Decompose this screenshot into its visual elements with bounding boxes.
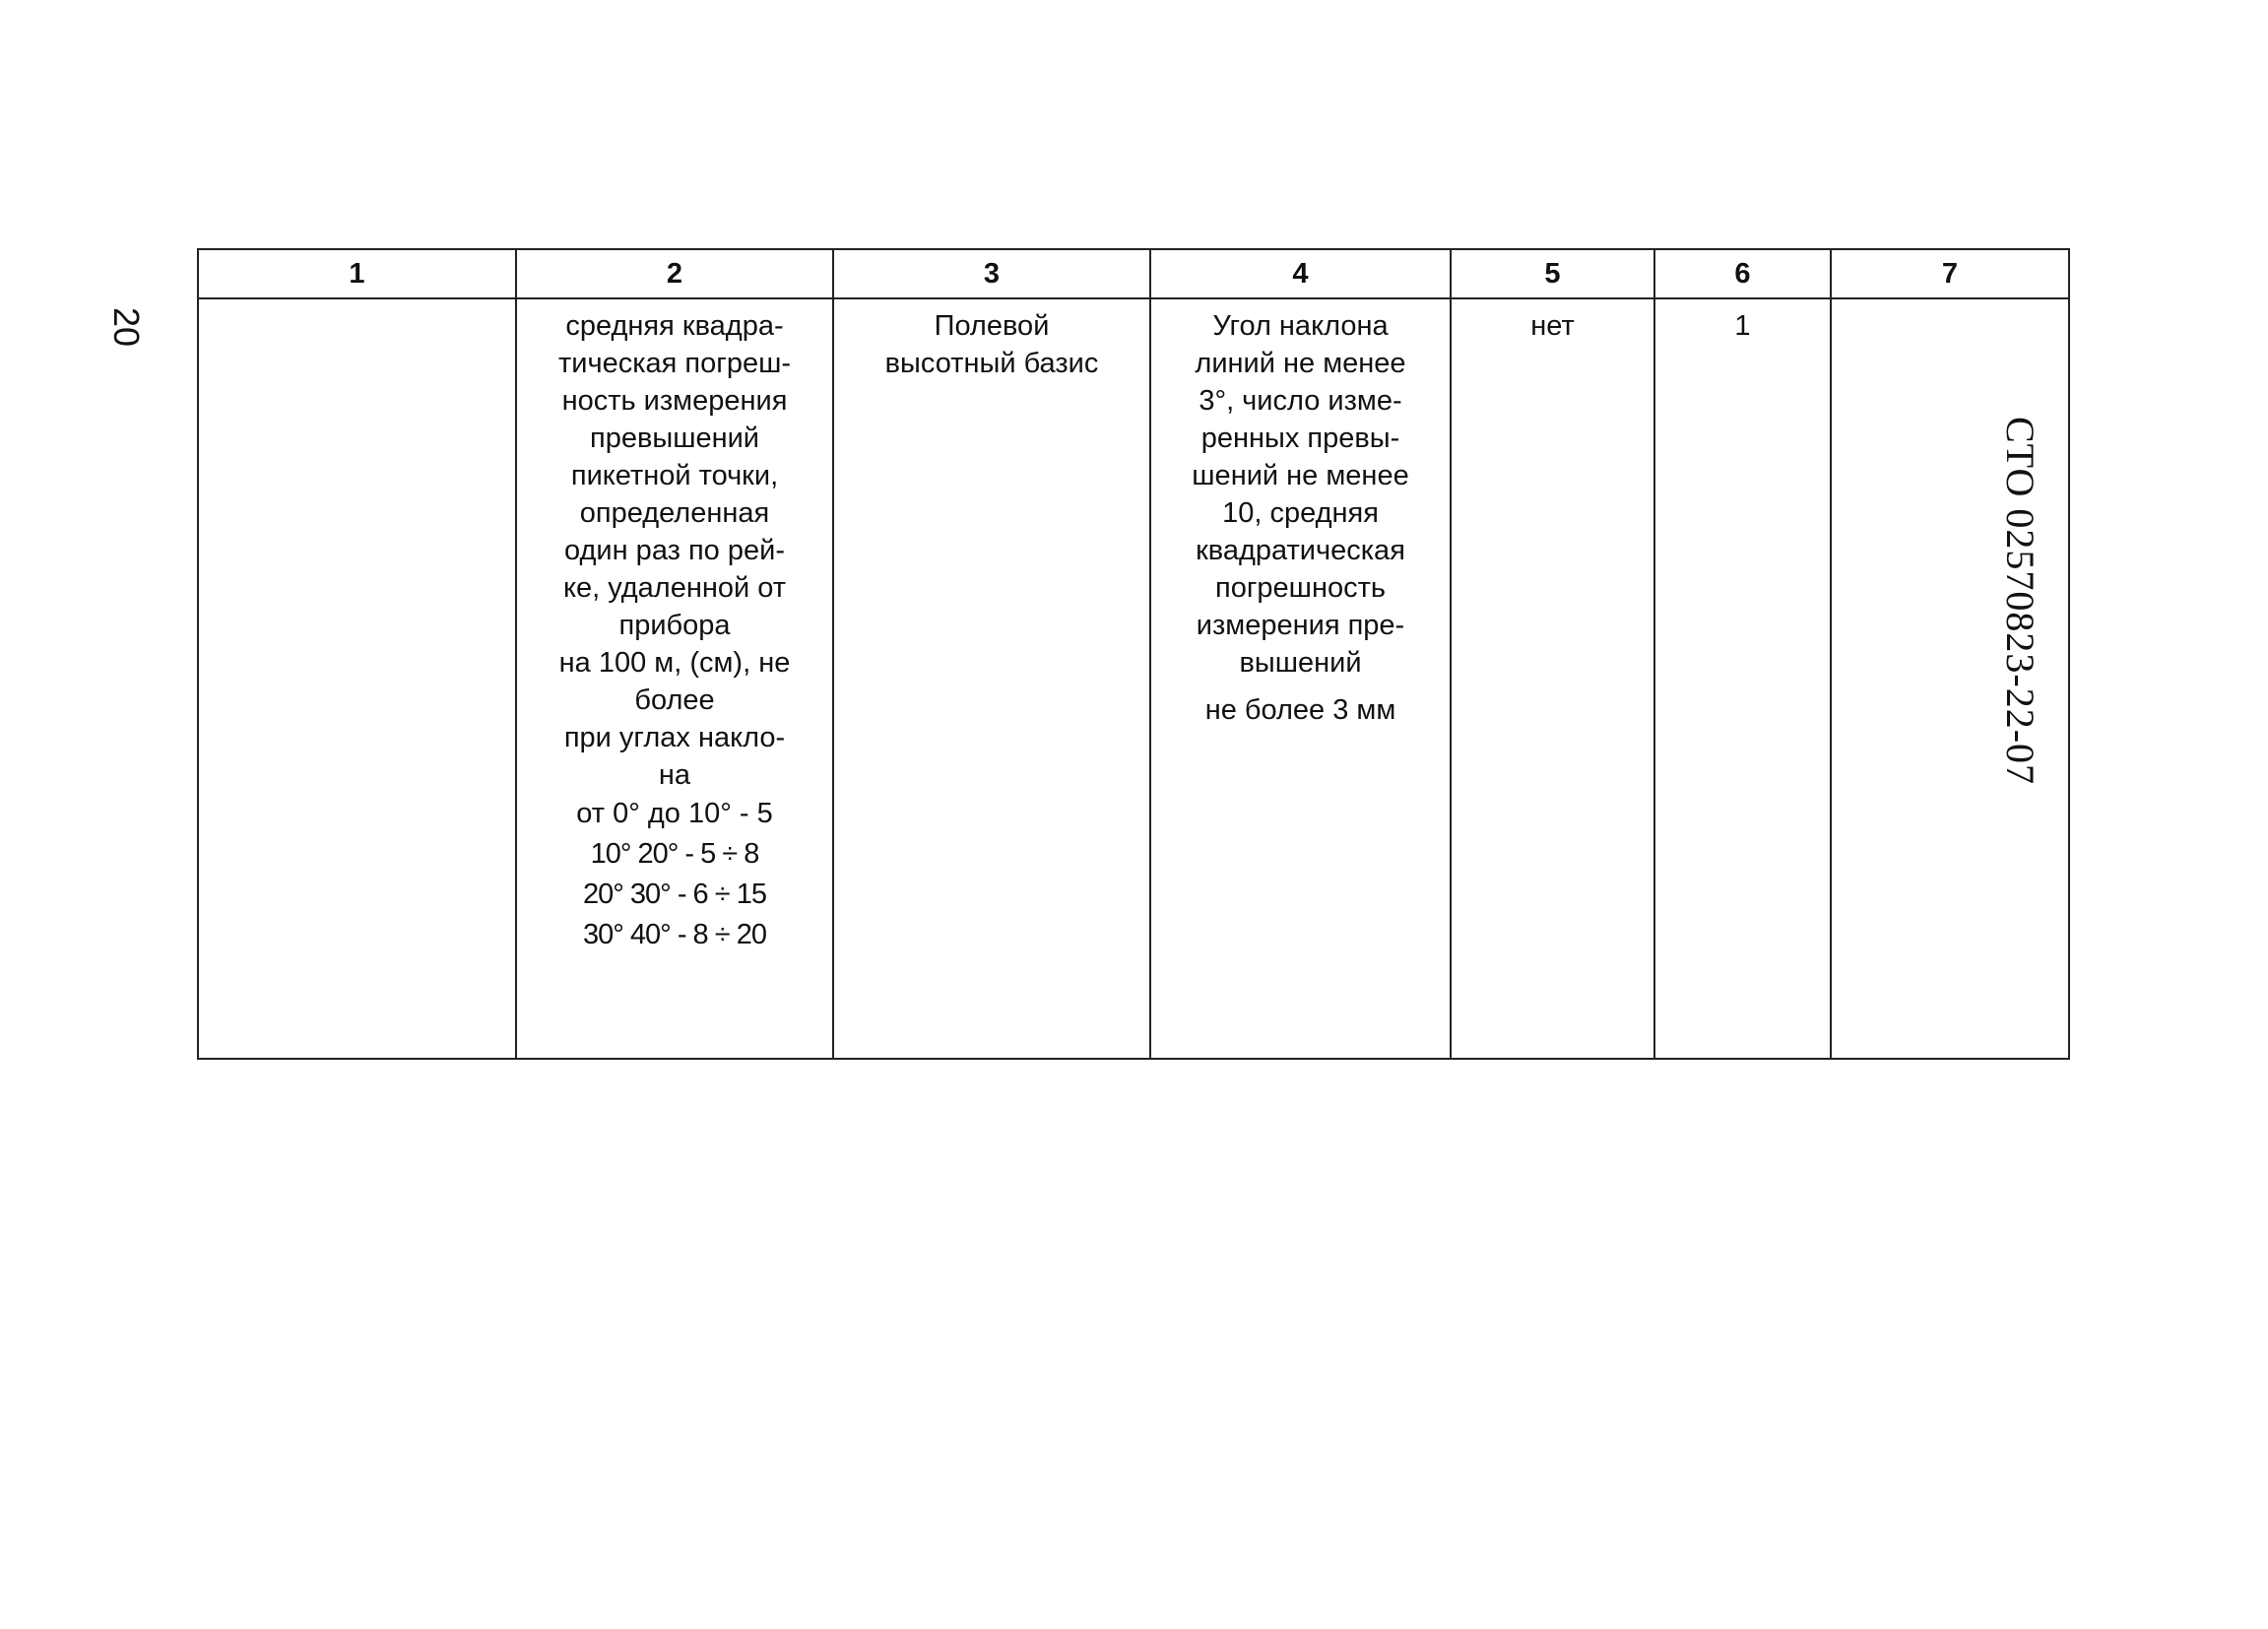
col4-extra: не более 3 мм [1204, 694, 1396, 726]
col2-line: ность измерения [561, 385, 788, 417]
header-col-4: 4 [1150, 249, 1451, 298]
col2-angle-line: 30° 40° - 8 ÷ 20 [583, 919, 766, 950]
col2-line: на 100 м, (см), не [558, 647, 791, 679]
col4-line: измерения пре- [1196, 610, 1405, 641]
col3-text [834, 307, 1149, 382]
col2-description [517, 307, 832, 794]
document-code: СТО 02570823-22-07 [1998, 416, 2043, 786]
col4-line: 3°, число изме- [1199, 385, 1402, 417]
col5-value: нет [1530, 310, 1575, 342]
header-col-3: 3 [833, 249, 1150, 298]
col4-line: Угол наклона [1212, 310, 1389, 342]
header-col-1: 1 [198, 249, 516, 298]
cell-col-6 [1654, 298, 1831, 1059]
col2-line: на [658, 759, 691, 791]
cell-col-1 [198, 298, 516, 1059]
cell-col-4 [1150, 298, 1451, 1059]
header-col-6: 6 [1654, 249, 1831, 298]
col4-line: шений не менее [1192, 460, 1409, 491]
col4-text [1151, 307, 1450, 682]
col6-value: 1 [1734, 310, 1751, 342]
header-col-5: 5 [1451, 249, 1654, 298]
table-row [198, 298, 2069, 1059]
col2-line: средняя квадра- [565, 310, 784, 342]
col2-line: тическая погреш- [557, 348, 792, 379]
col2-line: при углах накло- [563, 722, 786, 753]
col2-line: превышений [589, 423, 760, 454]
col2-angle-line: 20° 30° - 6 ÷ 15 [583, 879, 766, 910]
col2-line: ке, удаленной от [562, 572, 787, 604]
col2-angle-ranges [517, 794, 832, 955]
col2-angle-line: от 0° до 10° - 5 [576, 798, 773, 829]
col4-line: ренных превы- [1200, 423, 1400, 454]
col4-line: линий не менее [1195, 348, 1406, 379]
page-number: 20 [106, 306, 147, 348]
col4-line: 10, средняя [1222, 497, 1379, 529]
header-col-2: 2 [516, 249, 833, 298]
cell-col-2 [516, 298, 833, 1059]
cell-col-5 [1451, 298, 1654, 1059]
col2-line: один раз по рей- [564, 535, 785, 566]
col4-line: квадратическая [1196, 535, 1405, 566]
col3-line: Полевой [934, 310, 1050, 342]
cell-col-3 [833, 298, 1150, 1059]
col2-angle-line: 10° 20° - 5 ÷ 8 [590, 838, 759, 870]
col2-line: прибора [618, 610, 731, 641]
header-col-7: 7 [1831, 249, 2069, 298]
col4-line: вышений [1239, 647, 1362, 679]
col2-line: более [634, 684, 715, 716]
requirements-table [197, 248, 2070, 1060]
col2-line: пикетной точки, [570, 460, 779, 491]
table-header-row [198, 249, 2069, 298]
col2-line: определенная [579, 497, 770, 529]
col4-line: погрешность [1215, 572, 1386, 604]
cell-col-7 [1831, 298, 2069, 1059]
col3-line: высотный базис [884, 348, 1099, 379]
